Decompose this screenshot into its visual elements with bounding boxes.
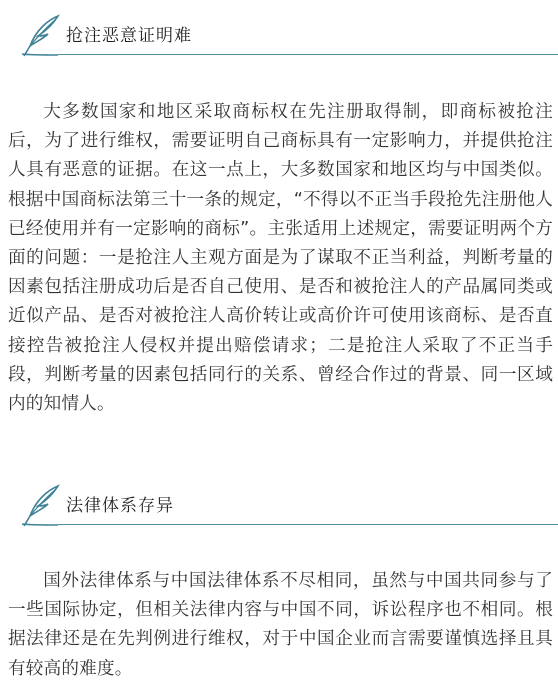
quill-icon xyxy=(18,484,64,528)
section-header-2 xyxy=(0,484,558,528)
heading-divider xyxy=(58,524,558,525)
section-header-1 xyxy=(0,14,558,58)
heading-divider xyxy=(58,54,558,55)
quill-icon xyxy=(18,14,64,58)
section-paragraph: 大多数国家和地区采取商标权在先注册取得制，即商标被抢注后，为了进行维权，需要证明自己商标具有一定影响力，并提供抢注人具有恶意的证据。在这一点上，大多数国家和地区均与中国类似。根据中国商标法第三十一条的规定，“不得以不正当手段抢先注册他人已经使用并有一定影响的商标”。主张适用上述规定，需要证明两个方面的问题：一是抢注人主观方面是为了谋取不正当利益，判断考量的因素包括注册成功后是否自己使用、是否和被抢注人的产品属同类或近似产品、是否对被抢注人高价转让或高价许可使用该商标、是否直接控告被抢注人侵权并提出赔偿请求；二是抢注人采取了不正当手段，判断考量的因素包括同行的关系、曾经合作过的背景、同一区域内的知情人。 xyxy=(8,102,553,415)
section-heading: 法律体系存异 xyxy=(66,496,174,516)
section-heading: 抢注恶意证明难 xyxy=(66,26,192,46)
section-paragraph: 国外法律体系与中国法律体系不尽相同，虽然与中国共同参与了一些国际协定，但相关法律内容与中国不同，诉讼程序也不相同。根据法律还是在先判例进行维权，对于中国企业而言需要谨慎选择且具有较高的难度。 xyxy=(8,571,553,679)
